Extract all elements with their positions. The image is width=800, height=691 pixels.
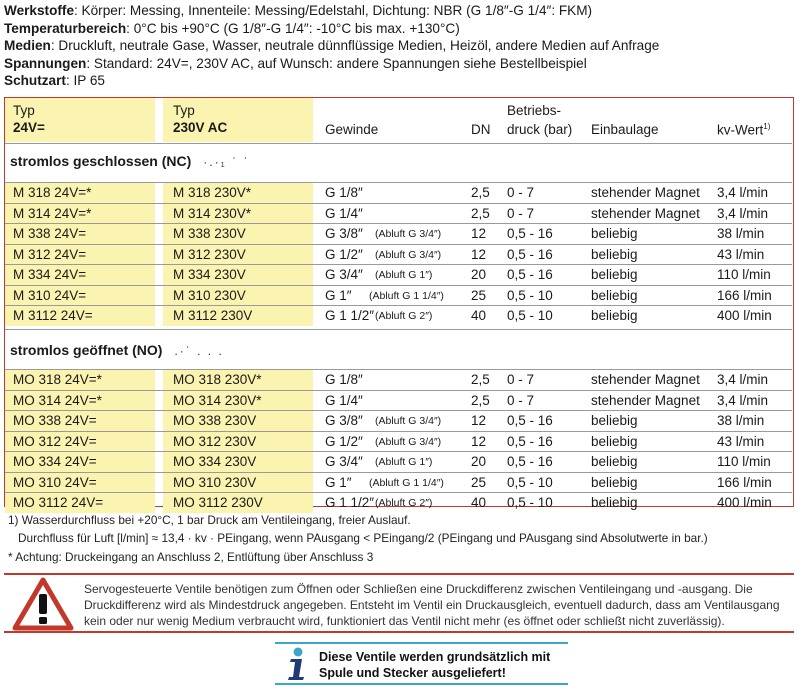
dn-cell: 40 xyxy=(471,495,487,510)
abluft-cell: (Abluft G 1 1/4″) xyxy=(369,476,444,489)
header-typ2-top: Typ xyxy=(173,103,195,118)
type-24v-cell: MO 318 24V=* xyxy=(13,372,102,387)
spec-label: Werkstoffe xyxy=(4,3,74,18)
abluft-cell: (Abluft G 2″) xyxy=(375,497,433,509)
type-24v-cell: MO 334 24V= xyxy=(13,454,97,469)
abluft-cell: (Abluft G 3/4″) xyxy=(375,228,442,240)
einbaulage-cell: beliebig xyxy=(591,474,638,490)
kv-cell: 400 l/min xyxy=(717,495,772,510)
type-24v-cell: M 3112 24V= xyxy=(13,308,93,323)
type-24v-cell: M 338 24V= xyxy=(13,226,87,241)
type-230v-cell: M 312 230V xyxy=(173,246,246,262)
kv-cell: 400 l/min xyxy=(717,308,772,323)
einbaulage-cell: stehender Magnet xyxy=(591,392,700,408)
warning-box xyxy=(4,573,794,633)
type-24v-cell: M 312 24V= xyxy=(13,246,87,262)
einbaulage-cell: beliebig xyxy=(591,308,638,323)
dn-cell: 12 xyxy=(471,226,487,241)
dn-cell: 2,5 xyxy=(471,392,490,408)
table-row xyxy=(5,244,792,265)
type-230v-cell: MO 318 230V* xyxy=(173,372,262,387)
type-230v-cell: M 334 230V xyxy=(173,267,246,282)
type-230v-cell: M 310 230V xyxy=(173,287,246,303)
gewinde-cell: G 1″ xyxy=(325,474,352,490)
spec-text: : IP 65 xyxy=(65,73,105,88)
einbaulage-cell: stehender Magnet xyxy=(591,372,700,387)
table-row xyxy=(5,410,792,431)
gewinde-cell: G 3/4″ xyxy=(325,454,363,469)
kv-cell: 43 l/min xyxy=(717,246,765,262)
einbaulage-cell: stehender Magnet xyxy=(591,185,700,200)
table-row xyxy=(5,369,792,390)
gewinde-cell: G 1″ xyxy=(325,287,352,303)
header-dn: DN xyxy=(471,122,491,137)
type-24v-cell: M 314 24V=* xyxy=(13,205,92,221)
einbaulage-cell: beliebig xyxy=(591,246,638,262)
valve-table xyxy=(4,97,794,510)
table-row xyxy=(5,264,792,285)
druck-cell: 0,5 - 16 xyxy=(507,433,553,449)
druck-cell: 0,5 - 10 xyxy=(507,495,553,510)
type-230v-cell: MO 3112 230V xyxy=(173,495,263,510)
warning-icon xyxy=(12,577,74,631)
spec-text: : Körper: Messing, Innenteile: Messing/Edelstahl, Dichtung: NBR (G 1/8″-G 1/4″: FKM) xyxy=(74,3,593,18)
section-no-title: stromlos geöffnet (NO) .·ˈ . . . xyxy=(10,342,224,358)
dn-cell: 12 xyxy=(471,246,487,262)
type-230v-cell: MO 334 230V xyxy=(173,454,257,469)
footnote-1: 1) Wasserdurchfluss bei +20°C, 1 bar Druck am Ventileingang, freier Auslauf. xyxy=(8,513,411,527)
spec-label: Schutzart xyxy=(4,73,66,88)
type-230v-cell: M 338 230V xyxy=(173,226,246,241)
druck-cell: 0,5 - 16 xyxy=(507,454,553,469)
type-24v-cell: MO 314 24V=* xyxy=(13,392,102,408)
type-230v-cell: MO 338 230V xyxy=(173,413,257,428)
gewinde-cell: G 3/4″ xyxy=(325,267,363,282)
kv-cell: 3,4 l/min xyxy=(717,185,769,200)
abluft-cell: (Abluft G 1″) xyxy=(375,269,433,281)
einbaulage-cell: beliebig xyxy=(591,226,638,241)
type-230v-cell: M 314 230V* xyxy=(173,205,252,221)
dn-cell: 2,5 xyxy=(471,185,490,200)
kv-cell: 38 l/min xyxy=(717,226,765,241)
type-24v-cell: M 310 24V= xyxy=(13,287,87,303)
header-typ2-bottom: 230V AC xyxy=(173,120,228,135)
kv-cell: 43 l/min xyxy=(717,433,765,449)
einbaulage-cell: beliebig xyxy=(591,495,638,510)
type-230v-cell: MO 314 230V* xyxy=(173,392,262,408)
type-24v-cell: M 318 24V=* xyxy=(13,185,92,200)
table-row xyxy=(5,472,792,493)
abluft-cell: (Abluft G 3/4″) xyxy=(375,435,442,448)
type-230v-cell: M 3112 230V xyxy=(173,308,253,323)
druck-cell: 0 - 7 xyxy=(507,392,535,408)
header-druck-bottom: druck (bar) xyxy=(507,122,573,137)
kv-cell: 3,4 l/min xyxy=(717,205,769,221)
header-kv: kv-Wert$^{1)}$ xyxy=(717,122,771,138)
table-row xyxy=(5,182,792,203)
table-row xyxy=(5,431,792,452)
dn-cell: 20 xyxy=(471,267,487,282)
einbaulage-cell: beliebig xyxy=(591,267,638,282)
footnote-2: Durchfluss für Luft [l/min] ≈ 13,4 · kv · PEingang, wenn PAusgang < PEingang/2 (PEingang und PAusgang sind Absolutwerte in bar.) xyxy=(18,531,708,545)
einbaulage-cell: stehender Magnet xyxy=(591,205,700,221)
abluft-cell: (Abluft G 1″) xyxy=(375,456,433,468)
type-24v-cell: MO 310 24V= xyxy=(13,474,97,490)
spec-label: Temperaturbereich xyxy=(4,20,127,36)
dn-cell: 12 xyxy=(471,433,487,449)
druck-cell: 0,5 - 10 xyxy=(507,308,553,323)
spec-label: Spannungen xyxy=(4,55,87,71)
kv-cell: 110 l/min xyxy=(717,454,771,469)
gewinde-cell: G 1 1/2″ xyxy=(325,308,375,323)
gewinde-cell: G 1/2″ xyxy=(325,433,363,449)
spec-text: : Druckluft, neutrale Gase, Wasser, neutrale dünnflüssige Medien, Heizöl, andere Medien auf Anfrage xyxy=(50,38,660,53)
gewinde-cell: G 1/4″ xyxy=(325,392,363,408)
gewinde-cell: G 1/8″ xyxy=(325,185,363,200)
abluft-cell: (Abluft G 1 1/4″) xyxy=(369,289,444,302)
spec-line xyxy=(4,72,794,90)
table-row xyxy=(5,451,792,472)
header-typ1-bottom: 24V= xyxy=(13,120,45,135)
gewinde-cell: G 1/2″ xyxy=(325,246,363,262)
spec-line xyxy=(4,37,794,55)
type-230v-cell: M 318 230V* xyxy=(173,185,252,200)
gewinde-cell: G 3/8″ xyxy=(325,226,363,241)
abluft-cell: (Abluft G 2″) xyxy=(375,310,433,322)
type-24v-cell: MO 312 24V= xyxy=(13,433,97,449)
dn-cell: 2,5 xyxy=(471,205,490,221)
type-24v-cell: MO 3112 24V= xyxy=(13,495,104,510)
gewinde-cell: G 3/8″ xyxy=(325,413,363,428)
info-icon xyxy=(285,647,309,681)
spec-line xyxy=(4,20,794,38)
info-box xyxy=(275,642,568,685)
dn-cell: 40 xyxy=(471,308,487,323)
spec-text: : 0°C bis +90°C (G 1/8″-G 1/4″: -10°C bis max. +130°C) xyxy=(126,20,460,36)
gewinde-cell: G 1 1/2″ xyxy=(325,495,375,510)
druck-cell: 0 - 7 xyxy=(507,185,535,200)
dn-cell: 20 xyxy=(471,454,487,469)
kv-cell: 38 l/min xyxy=(717,413,765,428)
dn-cell: 2,5 xyxy=(471,372,490,387)
druck-cell: 0,5 - 16 xyxy=(507,226,553,241)
gewinde-cell: G 1/4″ xyxy=(325,205,363,221)
type-24v-cell: MO 338 24V= xyxy=(13,413,97,428)
table-row xyxy=(5,390,792,411)
spec-line xyxy=(4,55,794,73)
druck-cell: 0,5 - 16 xyxy=(507,413,553,428)
dots-decoration: .·ˈ . . . xyxy=(174,344,224,358)
header-einbaulage: Einbaulage xyxy=(591,122,659,137)
header-druck-top: Betriebs- xyxy=(507,103,562,118)
table-row xyxy=(5,492,792,513)
kv-cell: 110 l/min xyxy=(717,267,771,282)
warning-text: Servogesteuerte Ventile benötigen zum Öffnen oder Schließen eine Druckdifferenz zwischen Ventileingang und -ausgang. Die Druckdifferenz wird als Mindestdruck angegeben. Entsteht im Ventil ein Druckausgleich, eventuell dadurch, dass am Ventilausgang kein oder nur wenig Medium verbraucht wird, funktioniert das Ventil nicht mehr (es öffnet oder schließt nicht zuverlässig). xyxy=(84,582,780,628)
dn-cell: 25 xyxy=(471,287,487,303)
spec-text: : Standard: 24V=, 230V AC, auf Wunsch: andere Spannungen siehe Bestellbeispiel xyxy=(86,55,587,71)
dn-cell: 25 xyxy=(471,474,487,490)
dn-cell: 12 xyxy=(471,413,487,428)
einbaulage-cell: beliebig xyxy=(591,454,638,469)
abluft-cell: (Abluft G 3/4″) xyxy=(375,415,442,427)
table-row xyxy=(5,285,792,306)
abluft-cell: (Abluft G 3/4″) xyxy=(375,248,442,261)
info-line2: Spule und Stecker ausgeliefert! xyxy=(319,666,506,680)
info-text xyxy=(319,649,550,681)
spec-line xyxy=(4,2,794,20)
druck-cell: 0 - 7 xyxy=(507,372,535,387)
einbaulage-cell: beliebig xyxy=(591,287,638,303)
info-line1: Diese Ventile werden grundsätzlich mit xyxy=(319,650,551,664)
header-gewinde: Gewinde xyxy=(325,122,379,137)
table-row xyxy=(5,223,792,244)
spec-label: Medien xyxy=(4,38,51,53)
druck-cell: 0,5 - 16 xyxy=(507,246,553,262)
type-230v-cell: MO 310 230V xyxy=(173,474,257,490)
gewinde-cell: G 1/8″ xyxy=(325,372,363,387)
section-nc-title: stromlos geschlossen (NC) ·.·₁ ˈ ˈ xyxy=(10,153,250,169)
type-24v-cell: M 334 24V= xyxy=(13,267,87,282)
druck-cell: 0,5 - 16 xyxy=(507,267,553,282)
kv-cell: 3,4 l/min xyxy=(717,392,769,408)
spec-list xyxy=(4,2,794,90)
header-typ1-top: Typ xyxy=(13,103,35,118)
kv-cell: 166 l/min xyxy=(717,287,772,303)
kv-cell: 3,4 l/min xyxy=(717,372,769,387)
table-row xyxy=(5,305,792,326)
dots-decoration: ·.·₁ ˈ ˈ xyxy=(203,155,250,169)
kv-cell: 166 l/min xyxy=(717,474,772,490)
druck-cell: 0 - 7 xyxy=(507,205,535,221)
einbaulage-cell: beliebig xyxy=(591,433,638,449)
type-230v-cell: MO 312 230V xyxy=(173,433,257,449)
einbaulage-cell: beliebig xyxy=(591,413,638,428)
footnote-3: * Achtung: Druckeingang an Anschluss 2, Entlüftung über Anschluss 3 xyxy=(8,550,374,564)
table-row xyxy=(5,203,792,224)
druck-cell: 0,5 - 10 xyxy=(507,474,553,490)
druck-cell: 0,5 - 10 xyxy=(507,287,553,303)
